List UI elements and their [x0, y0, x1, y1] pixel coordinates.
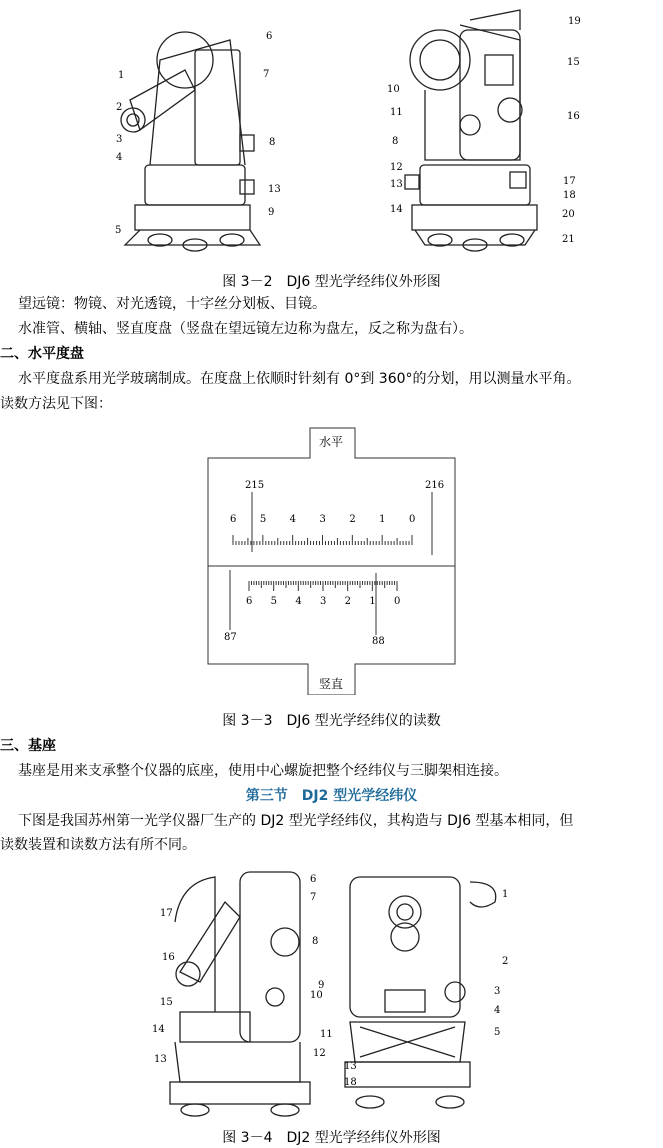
figure-caption: 图 3－3 DJ6 型光学经纬仪的读数 — [222, 713, 441, 729]
scale-label: 3 — [319, 514, 326, 525]
callout-label: 1 — [502, 889, 509, 900]
callout-label: 21 — [562, 234, 575, 245]
vertical-scale-ticks — [249, 581, 397, 591]
callout-label: 18 — [563, 190, 576, 201]
callout-label: 7 — [310, 892, 317, 903]
scale-label: 5 — [259, 514, 267, 525]
scale-label: 3 — [320, 596, 327, 607]
figure-caption: 图 3－2 DJ6 型光学经纬仪外形图 — [222, 274, 441, 290]
section-heading: 二、水平度盘 — [0, 346, 84, 362]
paragraph: 基座是用来支承整个仪器的底座，使用中心螺旋把整个经纬仪与三脚架相连接。 — [18, 763, 508, 779]
callout-label: 13 — [268, 184, 281, 195]
callout-label: 11 — [320, 1029, 333, 1040]
paragraph: 水准管、横轴、竖直度盘（竖盘在望远镜左边称为盘左，反之称为盘右）。 — [18, 321, 473, 337]
tab-label-vertical: 竖直 — [319, 677, 344, 691]
callout-label: 18 — [344, 1077, 357, 1088]
callout-label: 16 — [567, 111, 580, 122]
callout-label: 2 — [502, 956, 509, 967]
callout-label: 1 — [118, 70, 125, 81]
horizontal-scale-ticks — [233, 535, 412, 545]
callout-label: 19 — [568, 16, 581, 27]
callout-label: 3 — [116, 134, 123, 145]
degree-label: 216 — [425, 480, 445, 491]
callout-label: 13 — [390, 179, 403, 190]
callout-label: 17 — [160, 908, 173, 919]
scale-label: 1 — [379, 514, 386, 525]
degree-label: 88 — [372, 636, 385, 647]
tab-label-horizontal: 水平 — [319, 435, 344, 449]
callout-label: 9 — [318, 980, 325, 991]
paragraph: 读数方法见下图： — [0, 396, 112, 412]
callout-label: 6 — [266, 31, 273, 42]
callout-label: 14 — [152, 1024, 165, 1035]
paragraph: 水平度盘系用光学玻璃制成。在度盘上依顺时针刻有 0°到 360°的分划，用以测量水平角。 — [18, 371, 581, 387]
scale-label: 4 — [289, 514, 297, 525]
callout-label: 4 — [116, 152, 123, 163]
callout-label: 4 — [494, 1005, 501, 1016]
callout-label: 15 — [567, 57, 580, 68]
diagram-outline — [208, 428, 455, 695]
callout-label: 12 — [313, 1048, 326, 1059]
callout-label: 16 — [162, 952, 175, 963]
scale-label: 4 — [295, 596, 302, 607]
scale-label: 0 — [394, 596, 401, 607]
degree-label: 215 — [245, 480, 265, 491]
callout-label: 5 — [494, 1027, 501, 1038]
scale-label: 0 — [409, 514, 416, 525]
dj2-side-view — [345, 877, 496, 1108]
callout-label: 8 — [392, 136, 399, 147]
dj6-theodolite-drawing — [0, 0, 663, 270]
section-heading: 三、基座 — [0, 738, 56, 754]
paragraph: 望远镜：物镜、对光透镜，十字丝分划板、目镜。 — [18, 296, 326, 312]
scale-label: 2 — [344, 596, 352, 607]
callout-label: 7 — [263, 69, 270, 80]
callout-label: 10 — [387, 84, 400, 95]
callout-label: 9 — [268, 207, 275, 218]
dj2-theodolite-drawing — [0, 862, 663, 1132]
figure-caption: 图 3－4 DJ2 型光学经纬仪外形图 — [222, 1130, 441, 1146]
callout-label: 6 — [310, 874, 317, 885]
dj6-side-view — [405, 10, 537, 251]
section-title: 第三节 DJ2 型光学经纬仪 — [245, 788, 418, 804]
callout-label: 3 — [494, 986, 501, 997]
scale-label: 2 — [349, 514, 356, 525]
dj6-front-view — [121, 32, 260, 251]
callout-label: 8 — [312, 936, 319, 947]
paragraph: 读数装置和读数方法有所不同。 — [0, 837, 196, 853]
callout-label: 13 — [344, 1061, 357, 1072]
paragraph: 下图是我国苏州第一光学仪器厂生产的 DJ2 型光学经纬仪，其构造与 DJ6 型基本相同，但 — [18, 813, 574, 829]
callout-label: 8 — [269, 137, 276, 148]
scale-label: 6 — [230, 514, 237, 525]
dj2-front-view — [170, 872, 310, 1116]
callout-label: 2 — [116, 102, 123, 113]
callout-label: 13 — [154, 1054, 167, 1065]
callout-label: 11 — [390, 107, 403, 118]
scale-label: 6 — [246, 596, 253, 607]
scale-label: 1 — [369, 596, 376, 607]
callout-label: 14 — [390, 204, 403, 215]
callout-label: 15 — [160, 997, 173, 1008]
callout-label: 10 — [310, 990, 323, 1001]
degree-label: 87 — [224, 632, 237, 643]
callout-label: 12 — [390, 162, 403, 173]
callout-label: 20 — [562, 209, 575, 220]
callout-label: 5 — [115, 225, 122, 236]
callout-label: 17 — [563, 176, 576, 187]
scale-label: 5 — [270, 596, 278, 607]
